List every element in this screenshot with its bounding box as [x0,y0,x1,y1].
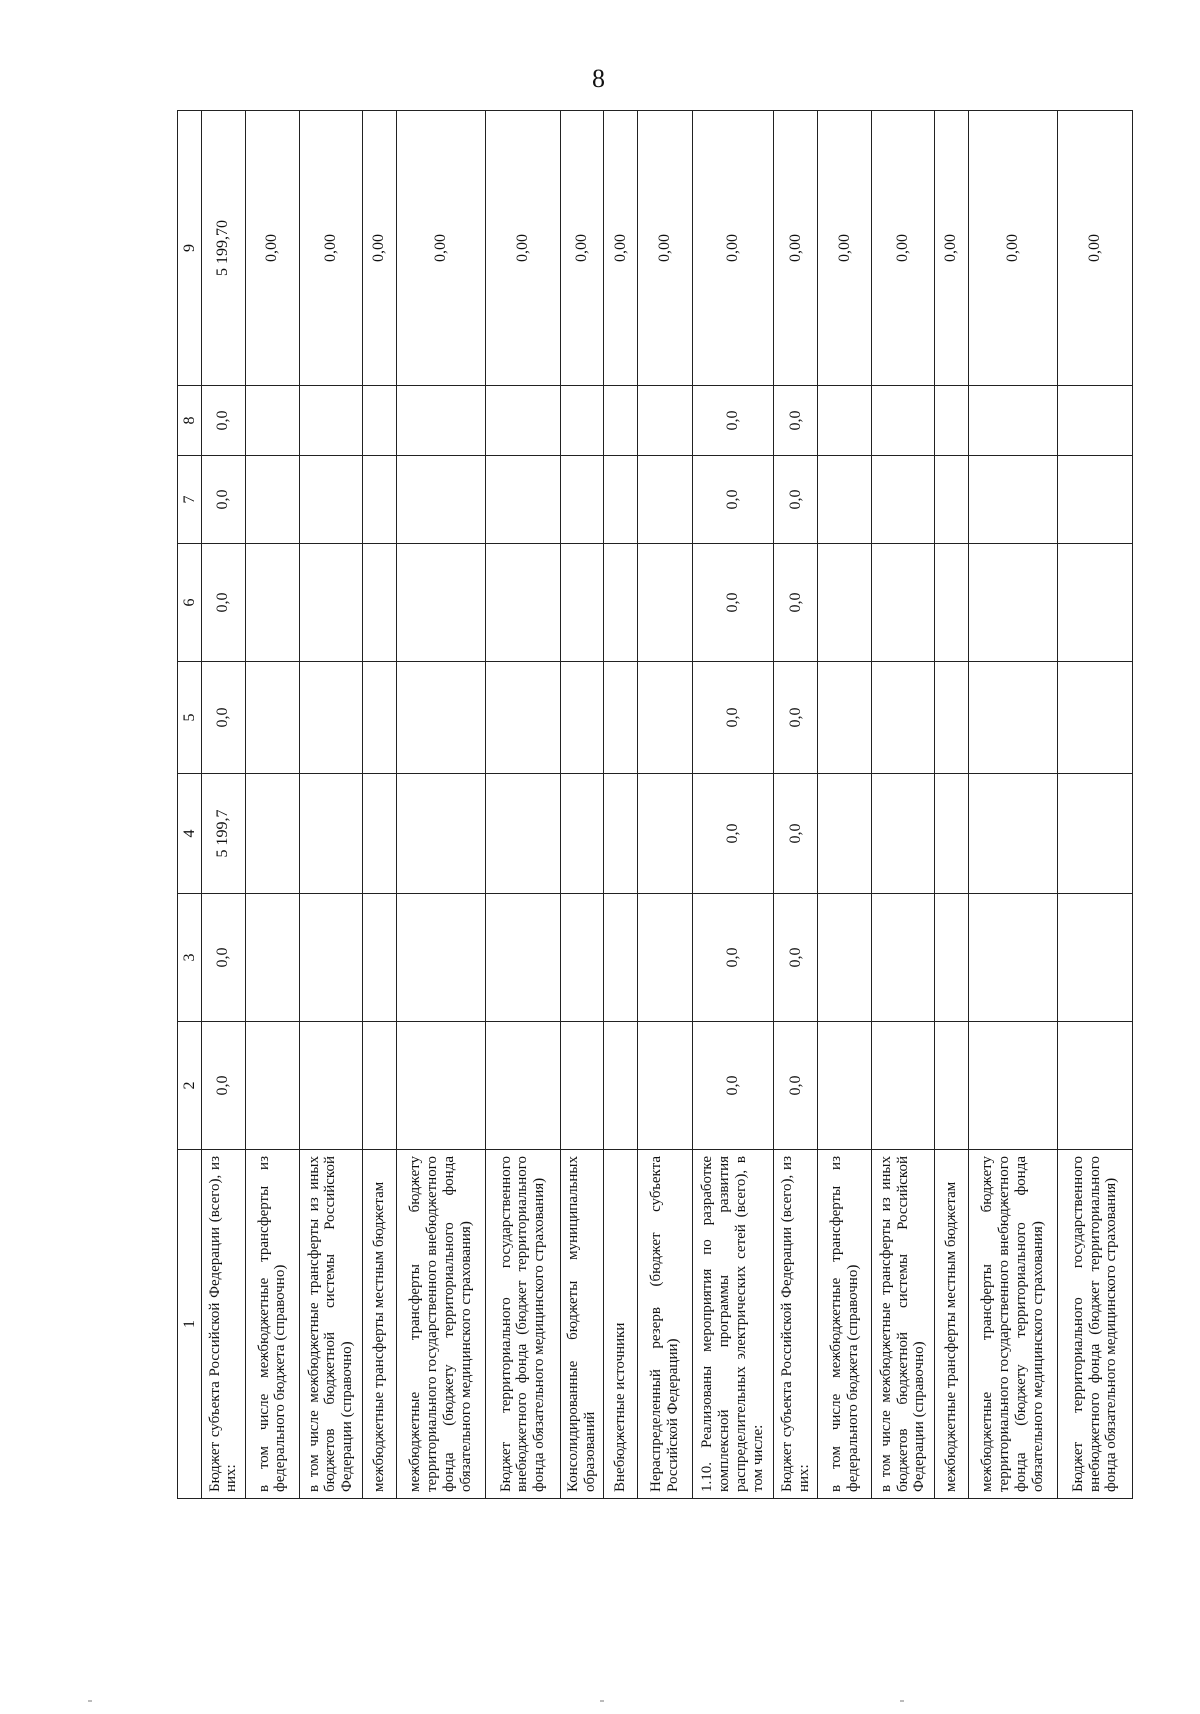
column-header-3: 3 [178,894,202,1022]
cell-col-9: 0,00 [299,111,362,386]
cell-col-5: 0,0 [774,662,818,774]
cell-col-4 [968,774,1057,894]
cell-col-6: 0,0 [774,544,818,662]
cell-col-4: 0,0 [692,774,774,894]
cell-col-2 [968,1022,1057,1150]
cell-col-7 [299,456,362,544]
cell-col-5 [1058,662,1133,774]
cell-col-2 [1058,1022,1133,1150]
cell-col-3 [872,894,935,1022]
cell-col-2 [485,1022,560,1150]
row-label: Внебюджетные источники [604,1150,638,1499]
cell-col-4 [485,774,560,894]
cell-col-7 [396,456,485,544]
table-row [362,111,396,1499]
cell-col-9: 0,00 [485,111,560,386]
cell-col-4 [396,774,485,894]
cell-col-7 [485,456,560,544]
row-label: межбюджетные трансферты местным бюджетам [362,1150,396,1499]
table-row [485,111,560,1499]
column-header-6: 6 [178,544,202,662]
cell-col-9: 0,00 [934,111,968,386]
row-label: в том числе межбюджетные трансферты из иных бюджетов бюджетной системы Российской Федерации (справочно) [872,1150,935,1499]
column-header-5: 5 [178,662,202,774]
cell-col-7: 0,0 [774,456,818,544]
cell-col-6 [934,544,968,662]
cell-col-4 [1058,774,1133,894]
cell-col-5 [560,662,604,774]
cell-col-2 [245,1022,299,1150]
cell-col-7 [968,456,1057,544]
cell-col-5 [396,662,485,774]
column-header-9: 9 [178,111,202,386]
table-row [299,111,362,1499]
cell-col-2: 0,0 [202,1022,246,1150]
cell-col-8 [299,386,362,456]
cell-col-6 [968,544,1057,662]
cell-col-6 [872,544,935,662]
column-header-1: 1 [178,1150,202,1499]
table-row [638,111,692,1499]
cell-col-6 [396,544,485,662]
column-header-4: 4 [178,774,202,894]
row-label: в том числе межбюджетные трансферты из федерального бюджета (справочно) [817,1150,871,1499]
table-row [1058,111,1133,1499]
cell-col-6 [299,544,362,662]
cell-col-8 [1058,386,1133,456]
cell-col-5: 0,0 [692,662,774,774]
cell-col-5 [245,662,299,774]
cell-col-7 [560,456,604,544]
table-row [604,111,638,1499]
table-row [817,111,871,1499]
cell-col-3 [817,894,871,1022]
column-header-7: 7 [178,456,202,544]
cell-col-8 [817,386,871,456]
cell-col-8 [560,386,604,456]
cell-col-8 [245,386,299,456]
cell-col-2 [872,1022,935,1150]
cell-col-4 [362,774,396,894]
cell-col-4 [872,774,935,894]
cell-col-5 [968,662,1057,774]
cell-col-9: 0,00 [604,111,638,386]
cell-col-6 [560,544,604,662]
table-row [774,111,818,1499]
cell-col-8 [396,386,485,456]
table-row [872,111,935,1499]
cell-col-6 [817,544,871,662]
cell-col-5 [872,662,935,774]
cell-col-8 [872,386,935,456]
cell-col-9: 0,00 [692,111,774,386]
row-label: Бюджет субъекта Российской Федерации (всего), из них: [774,1150,818,1499]
cell-col-6 [362,544,396,662]
cell-col-7 [817,456,871,544]
cell-col-6 [1058,544,1133,662]
cell-col-2 [604,1022,638,1150]
table-row [934,111,968,1499]
page-number: 8 [592,64,605,93]
row-label: Бюджет субъекта Российской Федерации (всего), из них: [202,1150,246,1499]
table-row [968,111,1057,1499]
cell-col-4 [299,774,362,894]
cell-col-7 [1058,456,1133,544]
cell-col-3: 0,0 [774,894,818,1022]
cell-col-5 [638,662,692,774]
cell-col-4 [604,774,638,894]
cell-col-6: 0,0 [692,544,774,662]
cell-col-6 [245,544,299,662]
cell-col-7: 0,0 [692,456,774,544]
cell-col-7: 0,0 [202,456,246,544]
cell-col-7 [872,456,935,544]
cell-col-6: 0,0 [202,544,246,662]
cell-col-5 [604,662,638,774]
cell-col-9: 0,00 [396,111,485,386]
cell-col-6 [485,544,560,662]
row-label: межбюджетные трансферты бюджету территориального государственного внебюджетного фонда (бюджету территориального фонда обязательного медицинского страхования) [968,1150,1057,1499]
cell-col-9: 0,00 [774,111,818,386]
row-label: межбюджетные трансферты местным бюджетам [934,1150,968,1499]
cell-col-2 [299,1022,362,1150]
cell-col-4 [817,774,871,894]
table-body [202,111,1133,1499]
cell-col-2 [934,1022,968,1150]
cell-col-8: 0,0 [692,386,774,456]
cell-col-2: 0,0 [774,1022,818,1150]
cell-col-7 [362,456,396,544]
cell-col-2 [638,1022,692,1150]
cell-col-8 [934,386,968,456]
header-row [178,111,202,1499]
cell-col-2 [362,1022,396,1150]
cell-col-9: 0,00 [638,111,692,386]
cell-col-6 [638,544,692,662]
cell-col-3 [485,894,560,1022]
row-label: Бюджет территориального государственного внебюджетного фонда (бюджет территориального фонда обязательного медицинского страхования) [1058,1150,1133,1499]
cell-col-9: 0,00 [362,111,396,386]
cell-col-9: 5 199,70 [202,111,246,386]
cell-col-9: 0,00 [560,111,604,386]
cell-col-4 [638,774,692,894]
row-label: межбюджетные трансферты бюджету территориального государственного внебюджетного фонда (бюджету территориального фонда обязательного медицинского страхования) [396,1150,485,1499]
cell-col-3: 0,0 [202,894,246,1022]
cell-col-9: 0,00 [817,111,871,386]
cell-col-2 [560,1022,604,1150]
cell-col-9: 0,00 [968,111,1057,386]
cell-col-7 [604,456,638,544]
cell-col-5 [362,662,396,774]
cell-col-3 [362,894,396,1022]
cell-col-8 [638,386,692,456]
cell-col-5 [817,662,871,774]
cell-col-8 [968,386,1057,456]
cell-col-5 [485,662,560,774]
cell-col-7 [245,456,299,544]
cell-col-8: 0,0 [774,386,818,456]
cell-col-9: 0,00 [245,111,299,386]
cell-col-4 [934,774,968,894]
cell-col-9: 0,00 [1058,111,1133,386]
cell-col-5 [299,662,362,774]
row-label: Бюджет территориального государственного внебюджетного фонда (бюджет территориального фонда обязательного медицинского страхования) [485,1150,560,1499]
cell-col-8 [604,386,638,456]
cell-col-8 [485,386,560,456]
cell-col-4 [560,774,604,894]
table-row [692,111,774,1499]
row-label: Нераспределенный резерв (бюджет субъекта Российской Федерации) [638,1150,692,1499]
cell-col-4 [245,774,299,894]
column-header-2: 2 [178,1022,202,1150]
row-label: в том числе межбюджетные трансферты из иных бюджетов бюджетной системы Российской Федерации (справочно) [299,1150,362,1499]
cell-col-3 [396,894,485,1022]
cell-col-5 [934,662,968,774]
cell-col-7 [934,456,968,544]
cell-col-3 [638,894,692,1022]
cell-col-3 [560,894,604,1022]
cell-col-8: 0,0 [202,386,246,456]
cell-col-3 [968,894,1057,1022]
column-header-8: 8 [178,386,202,456]
cell-col-4: 0,0 [774,774,818,894]
row-label: в том числе межбюджетные трансферты из федерального бюджета (справочно) [245,1150,299,1499]
table-wrapper [177,111,1133,1499]
cell-col-3: 0,0 [692,894,774,1022]
table-row [245,111,299,1499]
row-label: 1.10. Реализованы мероприятия по разработке комплексной программы развития распределительных электрических сетей (всего), в том числе: [692,1150,774,1499]
table-row [202,111,246,1499]
cell-col-6 [604,544,638,662]
cell-col-2 [817,1022,871,1150]
cell-col-2: 0,0 [692,1022,774,1150]
cell-col-3 [934,894,968,1022]
table-row [560,111,604,1499]
cell-col-3 [299,894,362,1022]
cell-col-7 [638,456,692,544]
table-row [396,111,485,1499]
cell-col-3 [604,894,638,1022]
cell-col-3 [1058,894,1133,1022]
row-label: Консолидированные бюджеты муниципальных образований [560,1150,604,1499]
cell-col-4: 5 199,7 [202,774,246,894]
budget-table [177,110,1133,1499]
cell-col-8 [362,386,396,456]
cell-col-5: 0,0 [202,662,246,774]
cell-col-3 [245,894,299,1022]
cell-col-2 [396,1022,485,1150]
cell-col-9: 0,00 [872,111,935,386]
